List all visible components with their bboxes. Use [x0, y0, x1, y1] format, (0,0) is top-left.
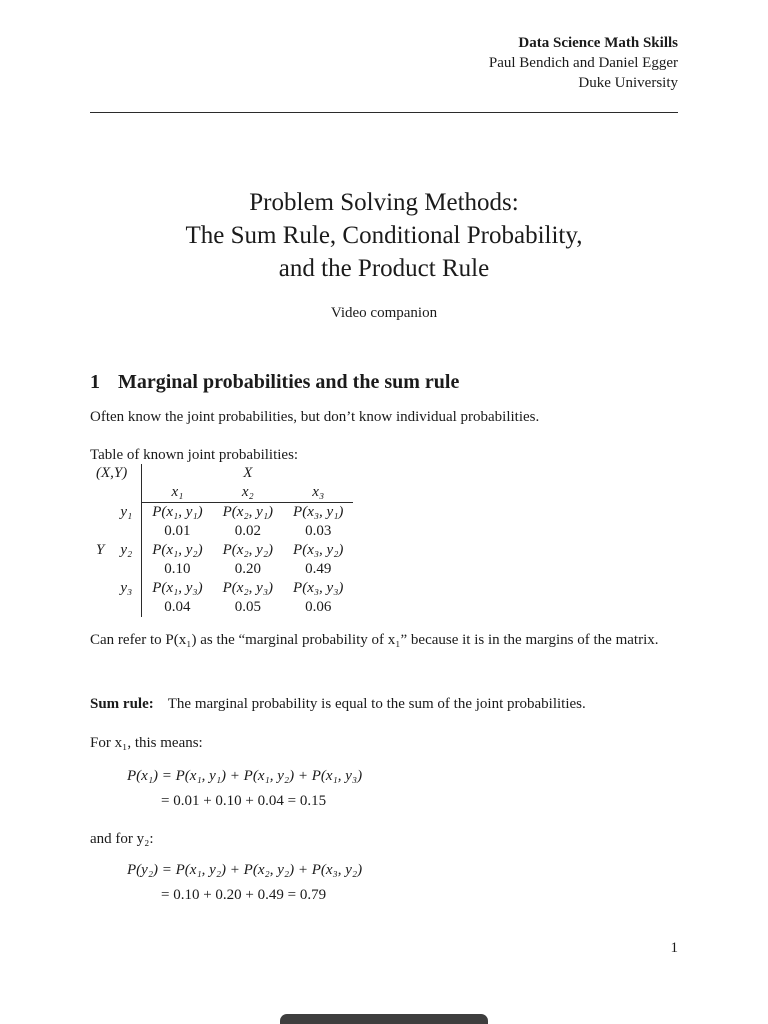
table-cell-expr: P(x₂, y₃)	[222, 580, 274, 596]
section-title: Marginal probabilities and the sum rule	[118, 371, 460, 393]
title-line-3: and the Product Rule	[278, 255, 490, 282]
table-cell-expr: P(x₁, y₃)	[142, 579, 213, 598]
document-header	[489, 33, 678, 93]
section-heading	[90, 371, 459, 394]
header-divider	[90, 112, 678, 113]
table-cell-expr: P(x₂, y₁)	[222, 504, 274, 520]
table-caption: Table of known joint probabilities:	[90, 447, 299, 463]
table-cell-expr: P(x₁, y₂)	[142, 541, 213, 560]
table-corner-label: (X,Y)	[96, 465, 128, 481]
table-cell-expr: P(x₁, y₁)	[142, 503, 213, 523]
equation-y2	[127, 858, 362, 908]
table-cell-value: 0.04	[142, 598, 213, 617]
sum-rule-label: Sum rule:	[90, 696, 154, 712]
sum-rule-text: The marginal probability is equal to the sum of the joint probabilities.	[167, 696, 586, 712]
paragraph-for-x1: For x₁, this means:	[90, 735, 203, 751]
table-col-header-x2: x₂	[213, 483, 283, 503]
section-number: 1	[90, 371, 100, 393]
table-col-header-x1: x₁	[142, 483, 213, 503]
table-row-label-y2: y₂	[120, 542, 133, 558]
table-cell-value: 0.03	[305, 523, 332, 539]
title-line-2: The Sum Rule, Conditional Probability,	[185, 222, 583, 249]
table-row-label-y3: y₃	[120, 580, 133, 596]
course-title: Data Science Math Skills	[518, 35, 678, 51]
joint-probability-table	[94, 464, 353, 617]
equation-x1-line1: P(x₁) = P(x₁, y₁) + P(x₁, y₂) + P(x₁, y₃)	[127, 768, 363, 784]
subtitle: Video companion	[330, 305, 438, 321]
authors: Paul Bendich and Daniel Egger	[488, 55, 678, 71]
table-cell-value: 0.49	[305, 561, 332, 577]
sum-rule-paragraph	[90, 694, 678, 715]
page-title	[0, 186, 768, 285]
equation-x1-line2: = 0.01 + 0.10 + 0.04 = 0.15	[161, 793, 327, 809]
equation-y2-line1: P(y₂) = P(x₁, y₂) + P(x₂, y₂) + P(x₃, y₂)	[127, 862, 363, 878]
table-row-label-y1: y₁	[120, 503, 133, 520]
table-cell-expr: P(x₃, y₁)	[293, 504, 344, 520]
table-x-group-label: X	[142, 464, 354, 483]
table-cell-value: 0.02	[234, 523, 261, 539]
equation-y2-line2: = 0.10 + 0.20 + 0.49 = 0.79	[161, 887, 327, 903]
table-cell-value: 0.10	[142, 560, 213, 579]
table-cell-expr: P(x₃, y₃)	[293, 580, 344, 596]
paragraph-marginal: Can refer to P(x₁) as the “marginal probability of x₁” because it is in the margins of the matrix.	[90, 632, 659, 648]
table-y-axis-label: Y	[96, 542, 105, 558]
viewer-toolbar[interactable]	[280, 1014, 488, 1024]
paragraph-for-y2: and for y₂:	[90, 831, 154, 847]
table-cell-value: 0.20	[234, 561, 261, 577]
table-cell-value: 0.01	[142, 522, 213, 541]
table-cell-value: 0.06	[305, 599, 332, 615]
equation-x1	[127, 764, 362, 814]
table-col-header-x3: x₃	[283, 483, 353, 503]
institution: Duke University	[578, 75, 678, 91]
table-cell-value: 0.05	[234, 599, 261, 615]
paragraph-intro: Often know the joint probabilities, but don’t know individual probabilities.	[90, 409, 540, 425]
title-line-1: Problem Solving Methods:	[249, 189, 519, 216]
page-number: 1	[670, 940, 678, 956]
table-cell-expr: P(x₂, y₂)	[222, 542, 274, 558]
table-cell-expr: P(x₃, y₂)	[293, 542, 344, 558]
